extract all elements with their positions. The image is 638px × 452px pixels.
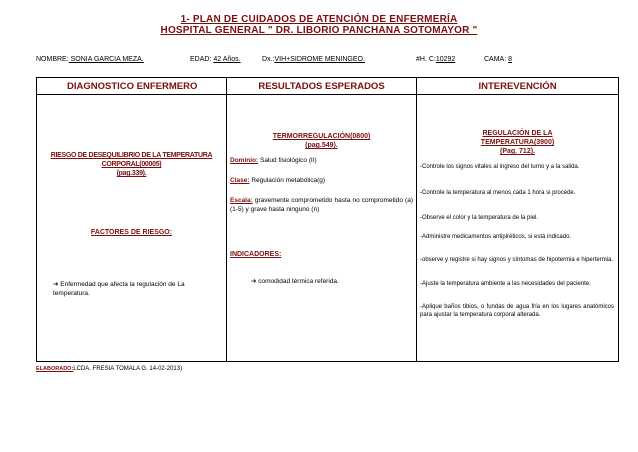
diagnosis-cell [37,95,227,362]
document-title: 1- PLAN DE CUIDADOS DE ATENCIÓN DE ENFERMERÍA [180,14,458,25]
intervention-item: -Administre medicamentos antipiréticos, si está indicado. [420,234,572,240]
intervention-item: -Ajuste la temperatura ambiente a las necesidades del paciente. [420,281,591,287]
prepared-by [36,366,182,372]
header-results: RESULTADOS ESPERADOS [227,78,417,95]
bed-label: CAMA: [484,56,507,63]
results-heading-text: TERMORREGULACIÓN(0800) [272,133,371,140]
intervention-item: -observe y registre si hay signos y síntomas de hipotermia e hipertermia. [420,257,614,263]
intervention-cell [417,95,619,362]
indicator-item [251,277,410,286]
age-label: EDAD: [190,56,212,63]
arrow-right-icon: ➔ [53,281,59,288]
header-intervention: INTEREVENCIÓN [417,78,619,95]
header-diagnosis: DIAGNOSTICO ENFERMERO [37,78,227,95]
diagnosis-title-text: RIESGO DE DESEQUILIBRIO DE LA TEMPERATURA CORPORAL(00005) [50,152,213,168]
results-domain [230,156,413,165]
bed-value: 8 [508,56,513,63]
results-heading [227,132,416,150]
dx-value: VIH+SIDROME MENINGEO. [274,56,365,63]
indicator-text: comodidad térmica referida. [258,278,339,285]
name-value: SONIA GARCIA MEZA. [68,56,144,63]
intervention-item: -Controle los signos vitales al ingreso del turno y a la salida. [420,164,580,170]
domain-label: Dominio: [230,157,259,164]
results-scale [230,196,413,214]
results-class [230,176,413,185]
domain-value: Salud fisiológico (II) [258,157,317,164]
prepared-by-label: ELABORADO: [36,366,74,372]
hc-value: 10292 [435,56,456,63]
patient-name [36,56,144,63]
scale-value: gravemente comprometido hasta no comprometido (a) (1-5) y grave hasta ninguno (n) [230,197,413,213]
patient-age [190,56,241,63]
intervention-heading-text: REGULACIÓN DE LA TEMPERATURA(3900) [480,130,555,146]
arrow-right-icon: ➔ [251,278,257,285]
patient-diagnosis [262,56,365,63]
name-label: NOMBRE: [36,56,69,63]
prepared-by-value: LCDA. FRESIA TOMALA G. 14-02-2013) [73,366,183,372]
table-header-row [37,78,619,95]
hc-label: #H. C: [416,56,436,63]
results-page: (pag.549). [305,142,338,149]
patient-hc [416,56,455,63]
hospital-name: HOSPITAL GENERAL " DR. LIBORIO PANCHANA SOTOMAYOR " [160,25,478,36]
age-value: 42 Años. [213,56,241,63]
patient-bed [484,56,512,63]
risk-factor-text: Enfermedad que afecta la regulación de La temperatura. [53,281,185,297]
indicators-label: INDICADORES: [230,251,282,258]
scale-label: Escala: [230,197,253,204]
risk-factor-item [53,280,220,298]
diagnosis-title [39,151,224,178]
intervention-item: -Aplique baños tibios, o fundas de agua fría en los lugares anatómicos para ajustar la temperatura corporal alterada. [420,304,614,318]
risk-factors-title: FACTORES DE RIESGO: [90,229,173,236]
table-row [37,95,619,362]
intervention-item: -Controle la temperatura al menos cada 1 hora si procede. [420,190,576,196]
intervention-item: -Observe el color y la temperatura de la piel. [420,215,539,221]
diagnosis-page: (pag.339). [116,170,147,177]
class-label: Clase: [230,177,250,184]
intervention-page: (Pag. 712). [499,148,535,155]
care-plan-table [36,77,619,362]
dx-label: Dx.: [262,56,275,63]
results-cell [227,95,417,362]
class-value: Regulación metabólica(g) [249,177,326,184]
intervention-heading [457,129,578,156]
